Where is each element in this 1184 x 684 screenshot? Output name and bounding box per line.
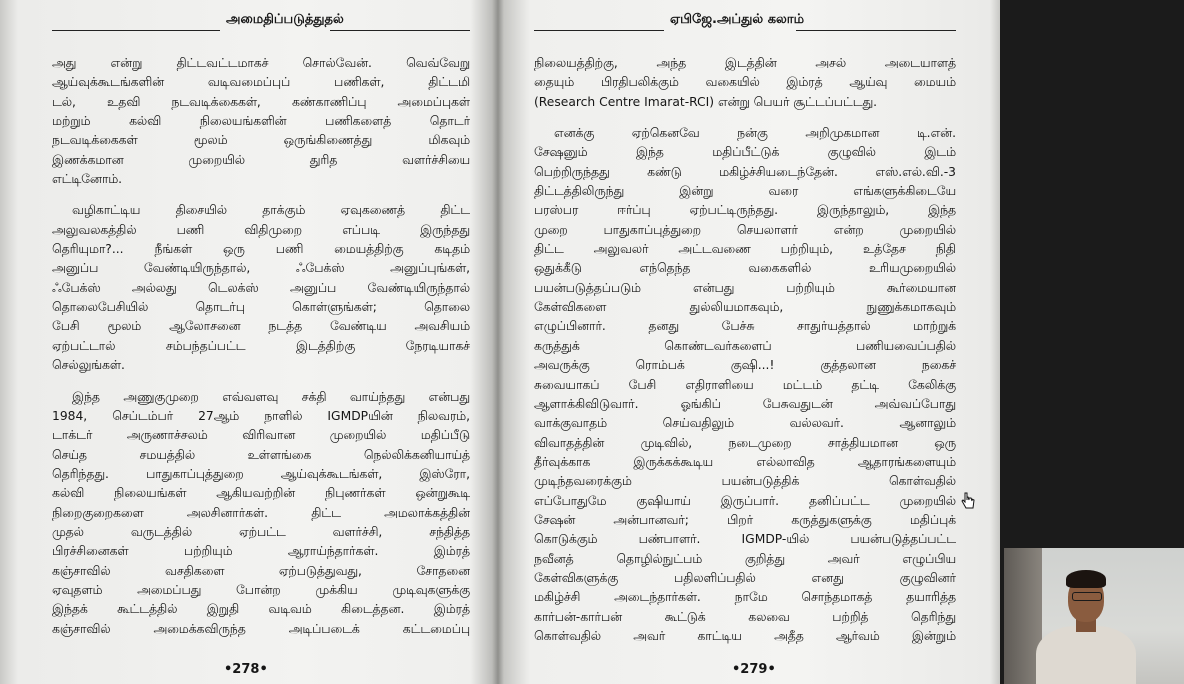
header-rule: [534, 30, 664, 31]
text-line: தொலைபேசியில் தொடர்பு கொள்ளுங்கள்; தொலை: [52, 300, 470, 315]
text-line: வாக்குவாதம் செய்வதிலும் வல்லவர். ஆனாலும்: [534, 416, 956, 431]
text-line: ஆய்வுக்கூடங்களின் வடிவமைப்புப் பணிகள், திட்டமி: [52, 75, 470, 90]
text-line: நிறைகுறைகளை அலசினார்கள். திட்ட அமலாக்கத்தின்: [52, 505, 470, 520]
right-page-body: [534, 54, 956, 646]
text-line: இணக்கமான முறையில் துரித வளர்ச்சியை: [52, 152, 470, 167]
text-line: தெரியுமா?... நீங்கள் ஒரு பணி மையத்திற்கு கடிதம்: [52, 242, 470, 257]
left-page-body: [52, 54, 470, 639]
text-line: ஆளாக்கிவிடுவார். ஓங்கிப் பேசுவதுடன் அவ்வப்போது: [534, 396, 956, 411]
presenter-hair: [1066, 570, 1106, 588]
paragraph-gap: [52, 376, 470, 388]
text-line: டல், உதவி நடவடிக்கைகள், கண்காணிப்பு அமைப்புகள்: [52, 94, 470, 109]
paragraph: [534, 124, 956, 646]
paragraph: [52, 201, 470, 375]
header-rule: [796, 30, 956, 31]
text-line: திட்ட அலுவலர் அட்டவணை பற்றியும், உத்தேச நிதி: [534, 242, 956, 257]
left-page-number: •278•: [224, 662, 268, 677]
text-line: நவீனத் தொழில்நுட்பம் குறித்து அவர் எழுப்பிய: [534, 551, 956, 566]
text-line: கேள்விகளை துல்லியமாகவும், நுணுக்கமாகவும்: [534, 300, 956, 315]
text-line: ஏவுதளம் அமைப்பது போன்ற முக்கிய முடிவுகளுக்கு: [52, 582, 470, 597]
text-line: வழிகாட்டிய திசையில் தாக்கும் ஏவுகணைத் திட்ட: [72, 203, 470, 218]
text-line: கேள்விகளுக்கு பதிலளிப்பதில் எனது குழுவினர்: [534, 570, 956, 585]
text-line: அனுப்ப வேண்டியிருந்தால், ஃபேக்ஸ் அனுப்புங்கள்,: [52, 261, 470, 276]
text-line: தெரிந்தது. பாதுகாப்புத்துறை ஆய்வுக்கூடங்கள், இஸ்ரோ,: [52, 466, 470, 481]
left-page-header: [40, 12, 470, 34]
text-line: எழுப்பினார். தனது பேச்சு சாதுர்யத்தால் மாற்றுக்: [534, 319, 956, 334]
hand-cursor-icon: [960, 492, 976, 510]
webcam-overlay: [1004, 548, 1184, 684]
right-page-number: •279•: [732, 662, 776, 677]
presenter-glasses: [1072, 592, 1102, 601]
text-line: நிலையத்திற்கு, அந்த இடத்தின் அசல் அடையாளத்: [534, 56, 956, 70]
text-line: பெற்றிருந்தது கண்டு மகிழ்ச்சியடைந்தேன். எஸ்.எல்.வி.-3: [534, 164, 956, 179]
text-line: முடிந்தவரைக்கும் பயன்படுத்திக் கொள்வதில்: [534, 474, 956, 489]
text-line: சுவையாகப் பேசி எதிராளியை மட்டம் தட்டி கேலிக்கு: [534, 377, 956, 392]
text-line: பிரச்சினைகள் பற்றியும் ஆராய்ந்தார்கள். இம்ரத்: [52, 544, 470, 559]
text-line: ஏற்பட்டால் சம்பந்தப்பட்ட இடத்திற்கு நேரடியாகச்: [52, 338, 470, 353]
paragraph: [52, 54, 470, 189]
text-line: கஞ்சாவில் அமைக்கவிருந்த அடிப்படைக் கட்டமைப்பு: [52, 621, 470, 636]
right-page-header: [534, 12, 964, 34]
text-line: எப்போதுமே குஷியாய் இருப்பார். தனிப்பட்ட முறையில்: [534, 493, 956, 508]
text-line: தீர்வுக்காக இருக்கக்கூடிய எல்லாவித ஆதாரங்களையும்: [534, 454, 956, 469]
text-line: இந்தக் கூட்டத்தில் இறுதி வடிவம் கிடைத்தன. இம்ரத்: [52, 602, 470, 617]
text-line: அவருக்கு ரொம்பக் குஷி...! குத்தலான நகைச்: [534, 358, 956, 373]
text-line: செய்த சமயத்தில் உள்ளங்கை நெல்லிக்கனியாய்த்: [52, 447, 470, 462]
header-rule: [52, 30, 220, 31]
paragraph: [534, 54, 956, 112]
text-line: எட்டினோம்.: [52, 172, 123, 187]
text-line: செல்லுங்கள்.: [52, 358, 125, 373]
text-line: கார்பன்-கார்பன் கூட்டுக் கலவை பற்றித் தெரிந்து: [534, 609, 956, 624]
text-line: ஒதுக்கீடு எந்தெந்த வகைகளில் உரியமுறையில்: [534, 261, 956, 276]
right-page-title: ஏபிஜே.அப்துல் கலாம்: [670, 12, 805, 27]
text-line: திட்டத்திலிருந்து இன்று வரை எங்களுக்கிடையே: [534, 184, 956, 199]
text-line: சேஷனும் இந்த மதிப்பீட்டுக் குழுவில் இடம்: [534, 145, 956, 160]
text-line: சேஷன் அன்பானவர்; பிறர் கருத்துகளுக்கு மதிப்புக்: [534, 512, 956, 527]
text-line: மகிழ்ச்சி அடைந்தார்கள். நாமே சொந்தமாகத் தயாரித்த: [534, 590, 956, 605]
left-page-title: அமைதிப்படுத்துதல்: [226, 12, 344, 27]
right-page: [534, 0, 964, 684]
text-line: பரஸ்பர ஈர்ப்பு ஏற்பட்டிருந்தது. இருந்தாலும், இந்த: [534, 203, 956, 218]
text-line: டாக்டர் அருணாச்சலம் விரிவான முறையில் மதிப்பீடு: [52, 428, 470, 443]
paragraph: [52, 388, 470, 639]
text-line: (Research Centre Imarat-RCI) என்று பெயர் சூட்டப்பட்டது.: [534, 94, 878, 109]
text-line: கொடுக்கும் பண்பாளர். IGMDP-யில் பயன்படுத்தப்பட்ட: [534, 532, 956, 547]
paragraph-gap: [534, 112, 956, 124]
left-page: [40, 0, 470, 684]
text-line: கொள்வதில் அவர் காட்டிய அதீத ஆர்வம் இன்றும்: [534, 628, 956, 643]
text-line: விவாதத்தின் முடிவில், நடைமுறை சாத்தியமான ஒரு: [534, 435, 956, 450]
text-line: 1984, செப்டம்பர் 27ஆம் நாளில் IGMDPயின் நிலவரம்,: [52, 408, 470, 423]
text-line: அலுவலகத்தில் பணி விதிமுறை எப்படி இருந்தது: [52, 222, 470, 237]
text-line: முறை பாதுகாப்புத்துறை செயலாளர் என்ற முறையில்: [534, 222, 956, 237]
text-line: நடவடிக்கைகள் மூலம் ஒருங்கிணைத்து மிகவும்: [52, 133, 470, 148]
paragraph-gap: [52, 189, 470, 201]
text-line: தையும் பிரதிபலிக்கும் வகையில் இம்ரத் ஆய்வு மையம்: [534, 75, 956, 90]
text-line: எனக்கு ஏற்கெனவே நன்கு அறிமுகமான டி.என்.: [554, 126, 956, 141]
text-line: முதல் வருடத்தில் ஏற்பட்ட வளர்ச்சி, சந்தித்த: [52, 524, 470, 539]
text-line: கருத்துக் கொண்டவர்களைப் பணியவைப்பதில்: [534, 338, 956, 353]
text-line: கஞ்சாவில் வசதிகளை ஏற்படுத்துவது, சோதனை: [52, 563, 470, 578]
header-rule: [330, 30, 470, 31]
presenter-shirt: [1036, 626, 1136, 684]
text-line: பயன்படுத்தப்படும் என்பது பற்றியும் கூர்மையான: [534, 280, 956, 295]
text-line: பேசி மூலம் ஆலோசனை நடத்த வேண்டிய அவசியம்: [52, 319, 470, 334]
text-line: ஃபேக்ஸ் அல்லது டெலக்ஸ் அனுப்ப வேண்டியிருந்தால்: [52, 280, 470, 295]
text-line: அது என்று திட்டவட்டமாகச் சொல்வேன். வெவ்வேறு: [52, 56, 470, 70]
text-line: மற்றும் கல்வி நிலையங்களின் பணிகளைத் தொடர்: [52, 114, 470, 129]
text-line: கல்வி நிலையங்கள் ஆகியவற்றின் நிபுணர்கள் ஒன்றுகூடி: [52, 486, 470, 501]
text-line: இந்த அணுகுமுறை எவ்வளவு சக்தி வாய்ந்தது என்பது: [72, 389, 470, 404]
